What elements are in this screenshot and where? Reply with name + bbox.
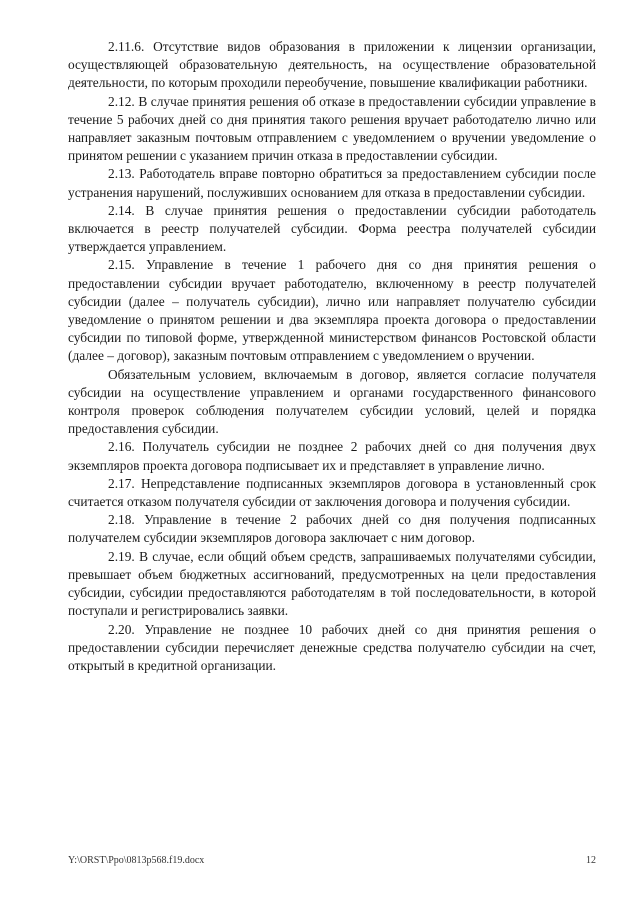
paragraph-2-16: 2.16. Получатель субсидии не позднее 2 рабочих дней со дня получения двух экземпляров проекта договора подписывает их и представляет в управление лично. bbox=[68, 439, 596, 473]
paragraph-2-15: 2.15. Управление в течение 1 рабочего дня со дня принятия решения о предоставлении субсидии вручает работодателю, включенному в реестр получателей субсидии (далее – получатель субсидии), лично или направляет получателю субсидии уведомление о принятом решении и два экземпляра проекта договора о предоставлении субсидии по типовой форме, утвержденной министерством финансов Ростовской области (далее – договор), заказным почтовым отправлением с уведомлением о вручении. bbox=[68, 257, 596, 364]
paragraph-2-14: 2.14. В случае принятия решения о предоставлении субсидии работодатель включается в реестр получателей субсидии. Форма реестра получателей субсидии утверждается управлением. bbox=[68, 202, 596, 255]
paragraph-2-17: 2.17. Непредставление подписанных экземпляров договора в установленный срок считается отказом получателя субсидии от заключения договора и получения субсидии. bbox=[68, 475, 596, 510]
paragraph-2-13: 2.13. Работодатель вправе повторно обратиться за предоставлением субсидии после устранения нарушений, послуживших основанием для отказа в предоставлении субсидии. bbox=[68, 166, 596, 200]
document-body bbox=[68, 38, 596, 675]
paragraph-mandatory-condition: Обязательным условием, включаемым в договор, является согласие получателя субсидии на осуществление управлением и органами государственного финансового контроля проверок соблюдения получателем субсидии условий, целей и порядка предоставления субсидии. bbox=[68, 366, 596, 437]
paragraph-2-18: 2.18. Управление в течение 2 рабочих дней со дня получения подписанных получателем субсидии экземпляров договора заключает с ним договор. bbox=[68, 512, 596, 546]
footer-page-number: 12 bbox=[586, 855, 596, 866]
footer-file-path: Y:\ORST\Ppo\0813p568.f19.docx bbox=[68, 855, 205, 866]
paragraph-2-20: 2.20. Управление не позднее 10 рабочих дней со дня принятия решения о предоставлении субсидии перечисляет денежные средства получателю субсидии на счет, открытый в кредитной организации. bbox=[68, 621, 596, 673]
paragraph-2-19: 2.19. В случае, если общий объем средств, запрашиваемых получателями субсидии, превышает объем бюджетных ассигнований, предусмотренных на цели предоставления субсидии, субсидии предоставляются работодателям в той последовательности, в которой поступали и регистрировались заявки. bbox=[68, 548, 596, 619]
paragraph-2-11-6: 2.11.6. Отсутствие видов образования в приложении к лицензии организации, осуществляющей образовательную деятельность, на осуществление образовательной деятельности, по которым проходили переобучение, повышение квалификации работники. bbox=[68, 39, 596, 91]
paragraph-2-12: 2.12. В случае принятия решения об отказе в предоставлении субсидии управление в течение 5 рабочих дней со дня принятия такого решения вручает работодателю лично или направляет заказным почтовым отправлением с уведомлением о вручении уведомление о принятом решении с указанием причин отказа в предоставлении субсидии. bbox=[68, 93, 596, 164]
